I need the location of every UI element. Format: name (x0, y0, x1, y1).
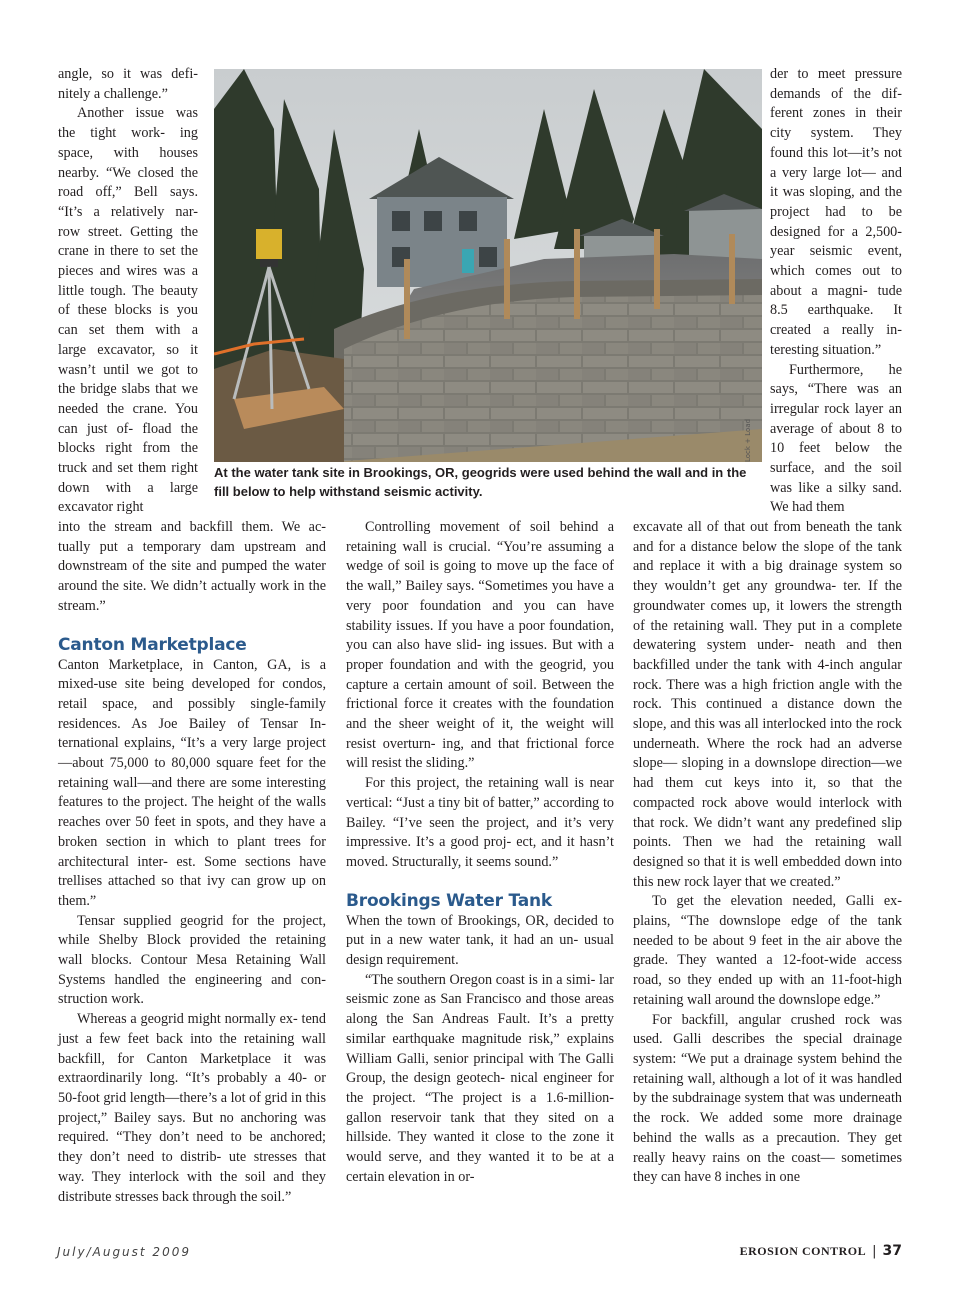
issue-date: July/August 2009 (57, 1245, 191, 1259)
paragraph: For backfill, angular crushed rock was used. Galli describes the special drainage system: “We put a drainage system behind the retaining wall, although a lot of it was handled by the subdrainage system that was underneath the rock. We added some more drainage behind the walls as a precaution. They get really heavy rains on the coast— sometimes they can have 8 inches in one (633, 1011, 902, 1186)
paragraph: Controlling movement of soil behind a retaining wall is crucial. “You’re assuming a wedge of soil is going to move up the face of the wall,” Bailey says. “Sometimes you have a very poor foundation and you can have stability issues. If you have a poor foundation, you can also have slid- ing issues. But with a proper foundation and with the geogrid, you capture a certain amount of soil. Between the frictional force it creates with the foundation and the sheer weight of it, the weight will resist overturn- ing, and that frictional force will resist the sliding.” (346, 519, 614, 772)
paragraph: For this project, the retaining wall is near vertical: “Just a tiny bit of batter,” according to Bailey. “I’ve seen the project, and it’s very impressive. It’s a good proj- ect, and it hasn’t moved. Structurally, it seems sound.” (346, 775, 614, 870)
paragraph: To get the elevation needed, Galli ex- plains, “The downslope edge of the tank needed to be about 9 feet in the air above the grade. They wanted a 12-foot-wide access road, so they ended up with an 11-foot-high retaining wall around the downslope edge.” (633, 893, 902, 1008)
paragraph: Tensar supplied geogrid for the project, while Shelby Block provided the retaining wall blocks. Contour Mesa Retaining Wall Systems handled the engineering and con- struction work. (58, 912, 326, 1008)
paragraph: into the stream and backfill them. We ac- tually put a temporary dam upstream and downstream of the site and pumped the water around the site. We didn’t actually work in the stream.” (58, 519, 326, 614)
footer-separator: | (872, 1244, 877, 1259)
paragraph: Another issue was the tight work- ing space, with houses nearby. “We closed the road off,” Bell says. “It’s a relatively nar- row street. Getting the crane in there to set the pieces and wires was a little tough. The beauty of these blocks is you can set them with a large excavator, so it wasn’t until we got to the bridge slabs that we needed the crane. You can just of- fload the blocks right from the truck and set them right down with a large excavator right (58, 105, 198, 516)
column-1-upper (58, 65, 198, 518)
column-1-lower (58, 518, 326, 1207)
column-2 (346, 518, 614, 1188)
page-footer (740, 1243, 902, 1259)
page-number: 37 (882, 1243, 902, 1259)
magazine-name: EROSION CONTROL (739, 1244, 867, 1258)
paragraph: Whereas a geogrid might normally ex- tend just a few feet back into the retaining wall backfill, for Canton Marketplace it was extraordinarily long. “It’s probably a 40- or 50-foot grid length—there’s a lot of grid in this project,” Bailey says. But no anchoring was required. “They don’t need to be anchored; they don’t need to distrib- ute stresses that way. They interlock with the soil and they distribute stresses back through the soil.” (58, 1011, 326, 1205)
section-heading-brookings: Brookings Water Tank (346, 890, 553, 911)
paragraph: When the town of Brookings, OR, decided to put in a new water tank, it had an un- usual design requirement. (346, 912, 614, 969)
paragraph: “The southern Oregon coast is in a simi- lar seismic zone as San Francisco and those areas along the San Andreas Fault. It’s a pretty similar earthquake magnitude risk,” explains William Galli, senior principal with The Galli Group, the design geotech- nical engineer for the project. “The project is a 1.6-million-gallon reservoir tank that they sited on a hillside. They wanted it close to the zone it would serve, and they wanted it to be at a certain elevation in or- (346, 971, 614, 1185)
section-heading-canton: Canton Marketplace (58, 634, 247, 655)
paragraph: der to meet pressure demands of the dif- ferent zones in their city system. They found this lot—it’s not a very large lot— and it was sloping, and the project had to be designed for a 2,500-year seismic event, which comes out to about a magni- tude 8.5 earthquake. It created a really in- teresting situation.” (770, 66, 902, 358)
photo-credit: Lock + Load (744, 418, 752, 462)
column-3-lower (633, 518, 902, 1188)
photo-caption: At the water tank site in Brookings, OR, geogrids were used behind the wall and in the fill below to help withstand seismic activity. (214, 465, 747, 499)
paragraph: excavate all of that out from beneath the tank and for a distance below the slope of the tank and replace it with a big drainage system so they wouldn’t get any groundwa- ter. If the groundwater comes up, it lowers the strength of the retaining wall. They put in a complete dewatering system under- neath and then backfilled under the tank with 4-inch angular rock. There was a high friction angle with the rock. This continued a distance down the slope, and this was all interlocked into the rock underneath. Where the rock had an adverse slope— sloping in a downslope direction—we had them cut keys into it, so that the compacted rock above would interlock with that rock. We didn’t want any predefined slip points. Then we had the retaining wall designed so that it is well embedded down into this new rock layer that we created.” (633, 519, 902, 890)
photo-water-tank-site (214, 69, 762, 462)
paragraph: Furthermore, he says, “There was an irregular rock layer an average of about 8 to 10 feet below the surface, and the soil was like a silky sand. We had them (770, 361, 902, 516)
column-3-upper (770, 65, 902, 518)
paragraph: angle, so it was defi- nitely a challenge.” (58, 66, 198, 102)
paragraph: Canton Marketplace, in Canton, GA, is a mixed-use site being developed for condos, retail space, and possibly single-family residences. As Joe Bailey of Tensar In- ternational explains, “It’s a very large project—about 75,000 to 80,000 square feet for the retaining wall—and there are some interesting features to the project. The height of the walls reaches over 50 feet in spots, and they have a broken section in which to plant trees for architectural inter- est. Some sections have trellises attached so that ivy can grow up on them.” (58, 656, 326, 909)
